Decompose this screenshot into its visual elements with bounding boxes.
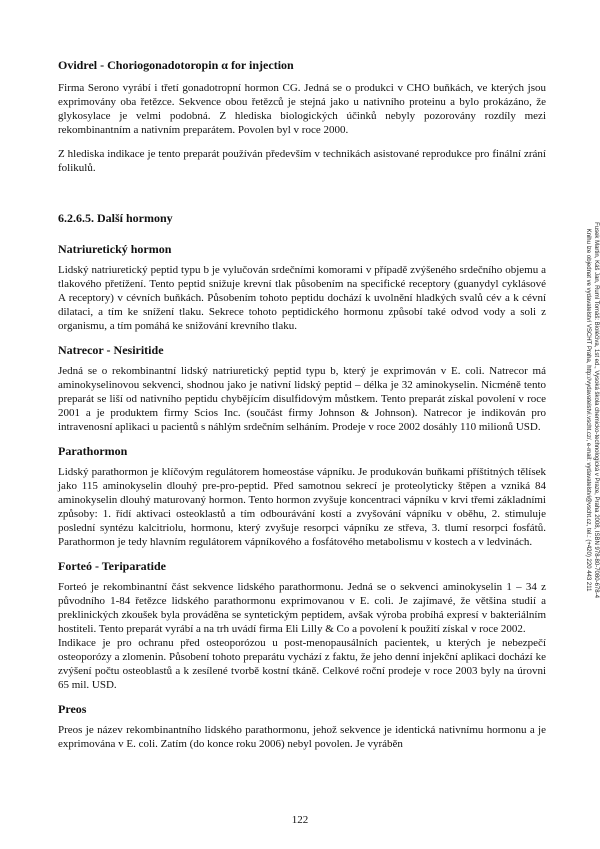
section-heading-forteo: Forteó - Teriparatide bbox=[58, 559, 166, 573]
section-text-parathormon: Lidský parathormon je klíčovým regulátorem homeostáse vápníku. Je produkován buňkami příštitných tělísek jako 115 aminokyselin dlouhý pre-pro-peptid. Před samotnou sekrecí je proteolyticky štěpen a vzniká 84 aminokyselin dlouhý maturovaný hormon. Tento hormon zvyšuje koncentraci vápníku v krvi třemi základními způsoby: 1. řídí aktivaci osteoklastů a tím odbourávání kostí a zvyšování vápníku v oběhu, 2. stimuluje poslední syntézu kalcitriolu, hormonu, který zvyšuje resorpci vápníku ze střeva, 3. tlumí resorpci fosfátů. Parathormon je tedy hlavním regulátorem vápníkového a fosfátového metabolismu v kostech a v ledvinách. bbox=[58, 466, 546, 548]
intro-paragraph-1: Firma Serono vyrábí i třetí gonadotropní hormon CG. Jedná se o produkci v CHO buňkách, ve kterých jsou exprimovány oba řetězce. Sekvence obou řetězců je stejná jako u nativního proteinu a bylo prokázáno, že glykosylace je velmi podobná. Z hlediska biologických účinků nebyly pozorovány rozdíly mezi rekombinantním a nativním preparátem. Povolen byl v roce 2000. bbox=[58, 82, 546, 136]
page-number: 122 bbox=[291, 814, 309, 826]
side-citation bbox=[584, 30, 600, 790]
side-citation-line-1: Fusek Martin, Káš Jan, Ruml Tomáš: Bioléčiva, 1st ed., Vysoká škola chemicko-technologická v Praze, Praha 2008, ISBN 978-80-7080-678-4 bbox=[593, 222, 599, 598]
section-heading: 6.2.6.5. Další hormony bbox=[58, 211, 173, 225]
section-heading-natriureticky: Natriuretický hormon bbox=[58, 242, 172, 256]
section-forteo bbox=[58, 559, 546, 692]
section-preos bbox=[58, 702, 546, 751]
intro-block-2 bbox=[58, 147, 546, 175]
section-heading-natrecor: Natrecor - Nesiritide bbox=[58, 343, 164, 357]
intro-paragraph-2: Z hlediska indikace je tento preparát používán především v technikách asistované reprodukce pro finální zrání folikulů. bbox=[58, 148, 546, 174]
section-heading-parathormon: Parathormon bbox=[58, 444, 128, 458]
document-title: Ovidrel - Choriogonadotoropin α for injection bbox=[58, 58, 294, 72]
section-text-forteo-1: Forteó je rekombinantní část sekvence lidského parathormonu. Jedná se o sekvenci aminokyselin 1 – 34 z původního 1-84 řetězce lidského parathormonu exprimovanou v E. coli. Je zajímavé, že většina studií a preklinických zkoušek byla prováděna se syntetickým peptidem, avšak výroba probíhá expresí v bakteriálním hostiteli. Tento preparát vyrábí a na trh uvádí firma Eli Lilly & Co a povolení k použití získal v roce 2002. bbox=[58, 581, 546, 635]
section-text-natriureticky: Lidský natriuretický peptid typu b je vylučován srdečními komorami v případě zvýšeného srdečního objemu a tlakového přetížení. Tento peptid snižuje krevní tlak působením na specifické receptory (guanydyl cyklásové A receptory) v cévních buňkách. Působením tohoto peptidu dochází k uvolnění hladkých svalů cév a k cévní dilataci, a tím ke snížení tlaku. Sekrece tohoto peptidického hormonu způsobí také odvod vody a soli z organismu, a tím pomáhá ke snižování krevního tlaku. bbox=[58, 264, 546, 332]
section-parathormon bbox=[58, 444, 546, 549]
section-natriureticky-hormon bbox=[58, 242, 546, 333]
section-text-forteo-2: Indikace je pro ochranu před osteoporózou u post-menopausálních pacientek, u kterých je nebezpečí osteoporózy a zlomenin. Působení tohoto preparátu vychází z faktu, že jeho denní injekční aplikaci dochází ke zvýšení počtu osteoblastů a k zesílené tvorbě kostní tkáně. Celkové roční prodeje v roce 2003 byly na úrovni 65 mil. USD. bbox=[58, 637, 546, 691]
section-heading-preos: Preos bbox=[58, 702, 87, 716]
document-page bbox=[58, 58, 546, 761]
section-text-preos: Preos je název rekombinantního lidského parathormonu, jehož sekvence je identická nativnímu hormonu a je exprimována v E. coli. Zatím (do konce roku 2006) nebyl povolen. Je vyráběn bbox=[58, 724, 546, 750]
section-text-natrecor: Jedná se o rekombinantní lidský natriuretický peptid typu b, který je exprimován v E. coli. Natrecor má aminokyselinovou sekvenci, shodnou jako je nativní lidský peptid – délka je 32 aminokyselin. Nicméně tento preparát se liší od nativního peptidu chybějícím disulfidovým můstkem. Tento preparát získal povolení v roce 2001 a je produktem firmy Scios Inc. (součást firmy Johnson & Johnson). Natrecor je indikován pro intravenosní aplikaci u pacientů s náhlým srdečním selháním. Prodeje v roce 2002 dosáhly 110 milionů USD. bbox=[58, 365, 546, 433]
section-natrecor bbox=[58, 343, 546, 434]
side-citation-line-2: Knihu lze objednat ve vydavatelství VŠCHT Praha, http://vydavatelstvi.vscht.cz/, e-mail: vydavatelstvi@vscht.cz, tel.: (+420) 220 443 211 bbox=[585, 228, 591, 592]
intro-block bbox=[58, 81, 546, 137]
